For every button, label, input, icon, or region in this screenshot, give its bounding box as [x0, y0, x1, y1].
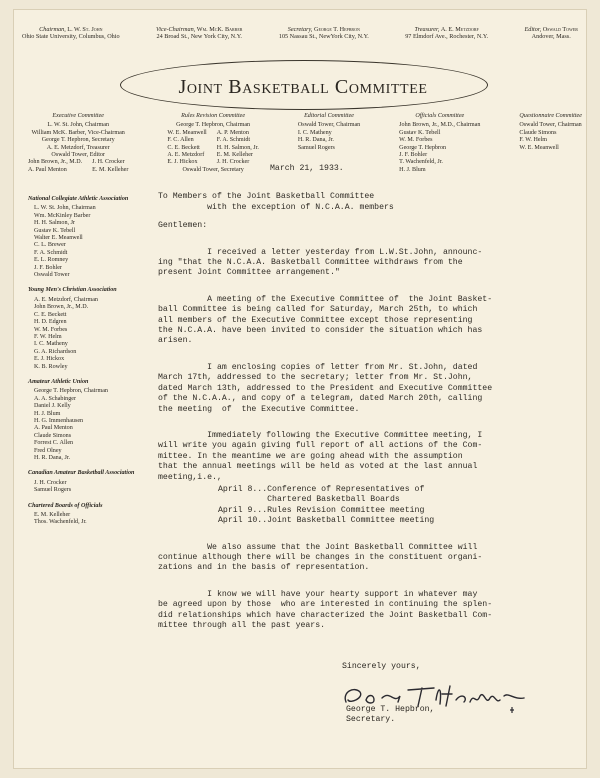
officers-row [22, 26, 578, 41]
sidebar-members [28, 205, 148, 279]
paragraph-1: I received a letter yesterday from L.W.St.John, announc- ing "that the N.C.A.A. Basketball Committee withdraws from the present Joint Committee arrangement." [158, 247, 483, 278]
sidebar-member: K. B. Rowley [34, 363, 68, 370]
sidebar-member: Walter E. Meanwell [34, 235, 83, 242]
sidebar-member: Thos. Wachenfeld, Jr. [34, 519, 87, 526]
sidebar-members [28, 297, 148, 371]
sidebar-member: A. A. Schabinger [34, 395, 76, 402]
sidebar-member: Fred Olney [34, 447, 62, 454]
sidebar-member: C. L. Brewer [34, 242, 66, 249]
letter-salutation: Gentlemen: [158, 221, 208, 231]
paragraph-2: A meeting of the Executive Committee of the Joint Basket- ball Committee is being called for Saturday, March 25th, to which all members of the Executive Committee except those representing the N.C.A.A. have been invited to consider the situation which has arisen. [158, 294, 493, 346]
sidebar-member: H. H. Salmon, Jr [34, 220, 75, 227]
sidebar-group [28, 503, 148, 527]
sidebar-group-heading: National Collegiate Athletic Association [28, 196, 129, 202]
sidebar-member: John Brown, Jr., M.D. [34, 304, 89, 311]
rules-members: W. E. Meanwell F. C. Allen C. E. Beckett A. E. Metzdorf E. J. Hickox A. P. Menton F. A. Schmidt H. H. Salmon, Jr. E. M. Kelleher J. H. Crocker [167, 129, 259, 166]
sidebar-member: Claude Simons [34, 432, 72, 439]
sidebar-member: J. H. Crocker [34, 479, 67, 486]
member-organizations-sidebar [28, 196, 148, 535]
sidebar-member: A. Paul Menton [34, 425, 73, 432]
sidebar-member: G. A. Richardson [34, 348, 77, 355]
officer-vice-chairman: Vice-Chairman, Wm. McK. Barber 24 Broad St., New York City, N.Y. [155, 26, 243, 41]
letter-body [158, 164, 568, 631]
sidebar-group [28, 196, 148, 279]
sidebar-member: W. M. Forbes [34, 326, 68, 333]
paragraph-6: I know we will have your hearty support in whatever may be agreed upon by those who are interested in continuing the splen- did relationships which have characterized the Joint Basketball Com- mittee through all the past years. [158, 589, 493, 630]
sidebar-member: J. F. Bohler [34, 264, 62, 271]
sidebar-group [28, 287, 148, 370]
sidebar-member: E. J. Hickox [34, 356, 65, 363]
rules-revision-committee: Rules Revision Committee George T. Hepbron, Chairman W. E. Meanwell F. C. Allen C. E. Beckett A. E. Metzdorf E. J. Hickox A. P. Menton F. A. Schmidt H. H. Salmon, Jr. E. M. Kelleher J. H. Crocker Oswald Tower, Secretary [167, 113, 259, 173]
sidebar-member: George T. Hepbron, Chairman [34, 388, 108, 395]
questionnaire-committee: Questionnaire Committee Oswald Tower, Chairman Claude Simons F. W. Helm W. E. Meanwell [519, 113, 582, 151]
sidebar-member: Samuel Rogers [34, 487, 72, 494]
sidebar-member: H. R. Dana, Jr. [34, 455, 71, 461]
sidebar-member: I. C. Matheny [34, 341, 68, 348]
sidebar-member: F. A. Schmidt [34, 249, 68, 256]
paragraph-3: I am enclosing copies of letter from Mr. St.John, dated March 17th, addressed to the secretary; letter from Mr. St.John, dated March 13th, addressed to the President and Executive Committee of the N.C.A.A., and copy of a telegram, dated March 20th, calling the meeting of the Executive Committee. [158, 362, 493, 414]
paragraph-4: Immediately following the Executive Committee meeting, I will write you again giving full report of all actions of the Com- mittee. In the meantime we are going ahead with the assumption that the annual meetings will be held as voted at the last annual meeting,i.e., [158, 430, 483, 482]
officer-chairman: Chairman, L. W. St. John Ohio State University, Columbus, Ohio [22, 26, 120, 41]
sidebar-member: Gustav K. Tebell [34, 227, 76, 234]
sidebar-member: Daniel J. Kelly [34, 403, 71, 410]
sidebar-member: L. W. St. John, Chairman [34, 205, 96, 212]
sidebar-member: F. W. Helm [34, 333, 62, 340]
officer-treasurer: Treasurer, A. E. Metzdorf 97 Elmdorf Ave., Rochester, N.Y. [405, 26, 489, 41]
executive-members: John Brown, Jr., M.D. A. Paul Menton J. H. Crocker E. M. Kelleher [28, 159, 129, 173]
sidebar-group-heading: Amateur Athletic Union [28, 378, 89, 385]
sidebar-group-heading: Canadian Amateur Basketball Association [28, 470, 135, 477]
sidebar-member: Oswald Tower [34, 272, 70, 279]
letter-date: March 21, 1933. [270, 164, 344, 173]
sidebar-member: H. D. Edgren [34, 319, 67, 326]
officer-secretary: Secretary, George T. Hepbron 105 Nassau St., NewYork City, N.Y. [278, 26, 369, 41]
signature-stroke [345, 686, 524, 706]
sidebar-members [28, 388, 148, 462]
paragraph-5: We also assume that the Joint Basketball Committee will continue although there will be changes in the constituent organi- zations and in the basis of representation. [158, 542, 483, 573]
page-title: Joint Basketball Committee [178, 76, 428, 98]
executive-lines: L. W. St. John, Chairman William McK. Barber, Vice-Chairman George T. Hepbron, Secretary A. E. Metzdorf, Treasurer Oswald Tower, Editor [31, 122, 125, 159]
sidebar-group-heading: Chartered Boards of Officials [28, 502, 103, 509]
sidebar-member: E. L. Romney [34, 257, 69, 264]
sidebar-member: Forrest C. Allen [34, 440, 74, 447]
sidebar-member: Wm. McKinley Barber [34, 212, 91, 219]
sidebar-group [28, 379, 148, 462]
sidebar-member: H. J. Blum [34, 410, 61, 417]
sidebar-member: H. G. Immenhausen [34, 417, 84, 424]
executive-committee: Executive Committee L. W. St. John, Chairman William McK. Barber, Vice-Chairman George T. Hepbron, Secretary A. E. Metzdorf, Treasurer Oswald Tower, Editor John Brown, Jr., M.D. A. Paul Menton J. H. Crocker E. M. Kelleher [28, 113, 129, 173]
letter-address: To Members of the Joint Basketball Committee with the exception of N.C.A.A. members [158, 192, 394, 212]
letter-closing: Sincerely yours, [342, 662, 421, 671]
sidebar-group [28, 470, 148, 494]
sidebar-member: A. E. Metzdorf, Chairman [34, 296, 98, 303]
editorial-committee: Editorial Committee Oswald Tower, Chairman I. C. Matheny H. R. Dana, Jr. Samuel Rogers [297, 113, 361, 151]
officials-committee: Officials Committee John Brown, Jr., M.D., Chairman Gustav K. Tebell W. M. Forbes George T. Hepbron J. F. Bohler T. Wachenfeld, Jr. H. J. Blum [399, 113, 481, 173]
signature-mark [510, 707, 514, 713]
signature-block: George T. Hepbron, Secretary. [346, 705, 435, 725]
sidebar-member: E. M. Kelleher [34, 512, 71, 519]
sidebar-members [28, 480, 148, 495]
meeting-schedule: April 8...Conference of Representatives of Chartered Basketball Boards April 9...Rules Revision Committee meeting April 10..Joint Basketball Committee meeting [218, 484, 435, 526]
sidebar-member: C. E. Beckett [34, 311, 67, 318]
sidebar-group-heading: Young Men's Christian Association [28, 287, 117, 294]
sidebar-members [28, 512, 148, 527]
officer-editor: Editor, Oswald Tower Andover, Mass. [524, 26, 578, 41]
